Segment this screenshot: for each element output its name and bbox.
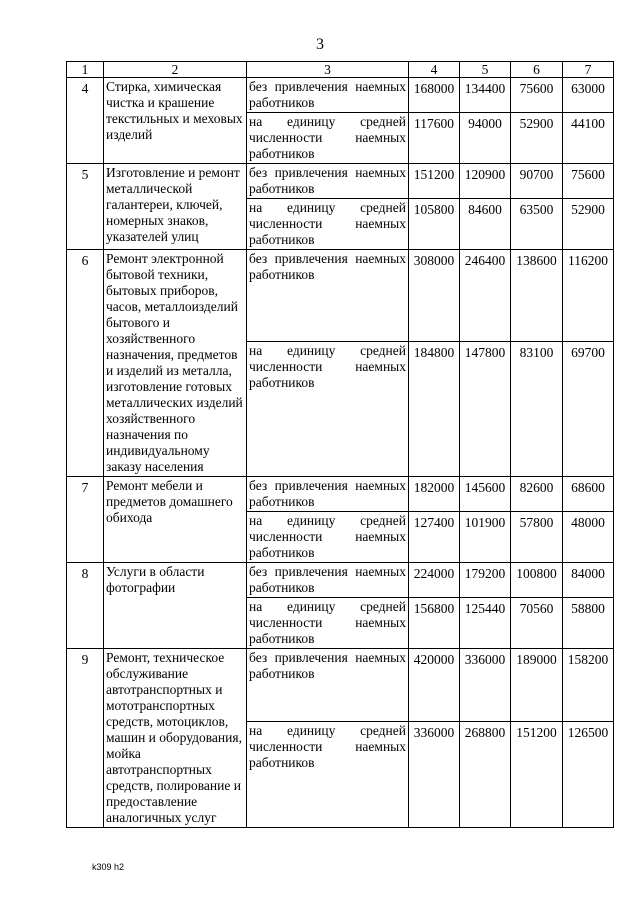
page-number: 3 <box>316 36 324 53</box>
header-cell: 3 <box>247 62 409 78</box>
header-cell: 4 <box>409 62 460 78</box>
value-cell: 184800 <box>409 342 460 477</box>
value-cell: 189000 <box>511 649 563 722</box>
value-cell: 75600 <box>511 78 563 113</box>
value-cell: 126500 <box>563 721 614 827</box>
activity-name: Стирка, химическая чистка и крашение текстильных и меховых изделий <box>104 78 247 164</box>
value-cell: 57800 <box>511 512 563 563</box>
row-number: 6 <box>67 250 104 477</box>
condition-per-employee: на единицу средней численности наемных работников <box>247 598 409 649</box>
value-cell: 145600 <box>460 477 511 512</box>
condition-per-employee: на единицу средней численности наемных работников <box>247 342 409 477</box>
condition-per-employee: на единицу средней численности наемных работников <box>247 199 409 250</box>
value-cell: 420000 <box>409 649 460 722</box>
row-number: 7 <box>67 477 104 563</box>
row-number: 4 <box>67 78 104 164</box>
value-cell: 84600 <box>460 199 511 250</box>
value-cell: 138600 <box>511 250 563 342</box>
row-number: 8 <box>67 563 104 649</box>
value-cell: 105800 <box>409 199 460 250</box>
value-cell: 158200 <box>563 649 614 722</box>
value-cell: 224000 <box>409 563 460 598</box>
value-cell: 156800 <box>409 598 460 649</box>
value-cell: 63500 <box>511 199 563 250</box>
document-code: k309 h2 <box>92 862 125 872</box>
header-cell: 5 <box>460 62 511 78</box>
value-cell: 52900 <box>511 113 563 164</box>
table-row <box>67 477 614 512</box>
value-cell: 151200 <box>511 721 563 827</box>
table-row <box>67 164 614 199</box>
value-cell: 94000 <box>460 113 511 164</box>
value-cell: 83100 <box>511 342 563 477</box>
tariff-table <box>66 61 614 828</box>
value-cell: 336000 <box>409 721 460 827</box>
condition-per-employee: на единицу средней численности наемных работников <box>247 113 409 164</box>
row-number: 5 <box>67 164 104 250</box>
condition-without-employees: без привлечения наемных работников <box>247 164 409 199</box>
activity-name: Услуги в области фотографии <box>104 563 247 649</box>
activity-name: Ремонт, техническое обслуживание автотранспортных и мототранспортных средств, мотоциклов, машин и оборудования, мойка автотранспортных средств, полирование и предоставление аналогичных услуг <box>104 649 247 828</box>
value-cell: 268800 <box>460 721 511 827</box>
header-cell: 1 <box>67 62 104 78</box>
value-cell: 100800 <box>511 563 563 598</box>
activity-name: Изготовление и ремонт металлической галантереи, ключей, номерных знаков, указателей улиц <box>104 164 247 250</box>
value-cell: 179200 <box>460 563 511 598</box>
value-cell: 336000 <box>460 649 511 722</box>
table-row <box>67 250 614 342</box>
header-cell: 2 <box>104 62 247 78</box>
value-cell: 182000 <box>409 477 460 512</box>
row-number: 9 <box>67 649 104 828</box>
value-cell: 69700 <box>563 342 614 477</box>
condition-per-employee: на единицу средней численности наемных работников <box>247 721 409 827</box>
value-cell: 101900 <box>460 512 511 563</box>
value-cell: 151200 <box>409 164 460 199</box>
value-cell: 84000 <box>563 563 614 598</box>
value-cell: 147800 <box>460 342 511 477</box>
value-cell: 68600 <box>563 477 614 512</box>
value-cell: 75600 <box>563 164 614 199</box>
condition-without-employees: без привлечения наемных работников <box>247 649 409 722</box>
condition-without-employees: без привлечения наемных работников <box>247 250 409 342</box>
activity-name: Ремонт электронной бытовой техники, бытовых приборов, часов, металлоизделий бытового и хозяйственного назначения, предметов и изделий из металла, изготовление готовых металлических изделий хозяйственного назначения по индивидуальному заказу населения <box>104 250 247 477</box>
value-cell: 168000 <box>409 78 460 113</box>
value-cell: 58800 <box>563 598 614 649</box>
header-cell: 7 <box>563 62 614 78</box>
value-cell: 127400 <box>409 512 460 563</box>
value-cell: 48000 <box>563 512 614 563</box>
table-row <box>67 649 614 722</box>
value-cell: 125440 <box>460 598 511 649</box>
value-cell: 120900 <box>460 164 511 199</box>
table-row <box>67 78 614 113</box>
value-cell: 116200 <box>563 250 614 342</box>
value-cell: 246400 <box>460 250 511 342</box>
value-cell: 70560 <box>511 598 563 649</box>
header-cell: 6 <box>511 62 563 78</box>
condition-without-employees: без привлечения наемных работников <box>247 78 409 113</box>
condition-without-employees: без привлечения наемных работников <box>247 477 409 512</box>
value-cell: 308000 <box>409 250 460 342</box>
table-row <box>67 563 614 598</box>
header-row <box>67 62 614 78</box>
value-cell: 117600 <box>409 113 460 164</box>
value-cell: 44100 <box>563 113 614 164</box>
condition-without-employees: без привлечения наемных работников <box>247 563 409 598</box>
condition-per-employee: на единицу средней численности наемных работников <box>247 512 409 563</box>
value-cell: 63000 <box>563 78 614 113</box>
value-cell: 134400 <box>460 78 511 113</box>
value-cell: 82600 <box>511 477 563 512</box>
value-cell: 90700 <box>511 164 563 199</box>
activity-name: Ремонт мебели и предметов домашнего обихода <box>104 477 247 563</box>
value-cell: 52900 <box>563 199 614 250</box>
